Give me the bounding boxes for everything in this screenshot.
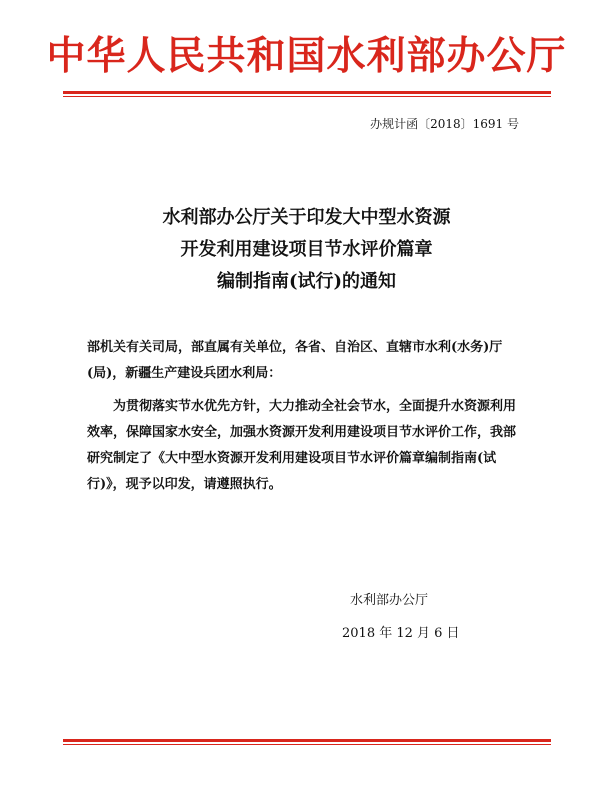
issuer-signature: 水利部办公厅 xyxy=(350,593,429,608)
document-number: 办规计函〔2018〕1691 号 xyxy=(370,117,519,131)
addressees-paragraph: 部机关有关司局，部直属有关单位，各省、自治区、直辖市水利(水务)厅(局)，新疆生产建设兵团水利局： xyxy=(87,340,503,381)
masthead-title: 中华人民共和国水利部办公厅 xyxy=(46,33,567,79)
footer-red-rule xyxy=(63,739,551,745)
document-title xyxy=(0,202,613,298)
document-title-line: 水利部办公厅关于印发大中型水资源 xyxy=(162,207,451,228)
document-title-line: 编制指南(试行)的通知 xyxy=(216,271,397,292)
masthead-red-rule xyxy=(63,91,551,97)
document-body xyxy=(87,335,527,498)
document-title-line: 开发利用建设项目节水评价篇章 xyxy=(180,239,433,260)
body-paragraph: 为贯彻落实节水优先方针，大力推动全社会节水，全面提升水资源利用效率，保障国家水安全，加强水资源开发利用建设项目节水评价工作，我部研究制定了《大中型水资源开发利用建设项目节水评价篇章编制指南(试行)》，现予以印发，请遵照执行。 xyxy=(87,399,517,492)
issue-date: 2018 年 12 月 6 日 xyxy=(342,626,460,641)
